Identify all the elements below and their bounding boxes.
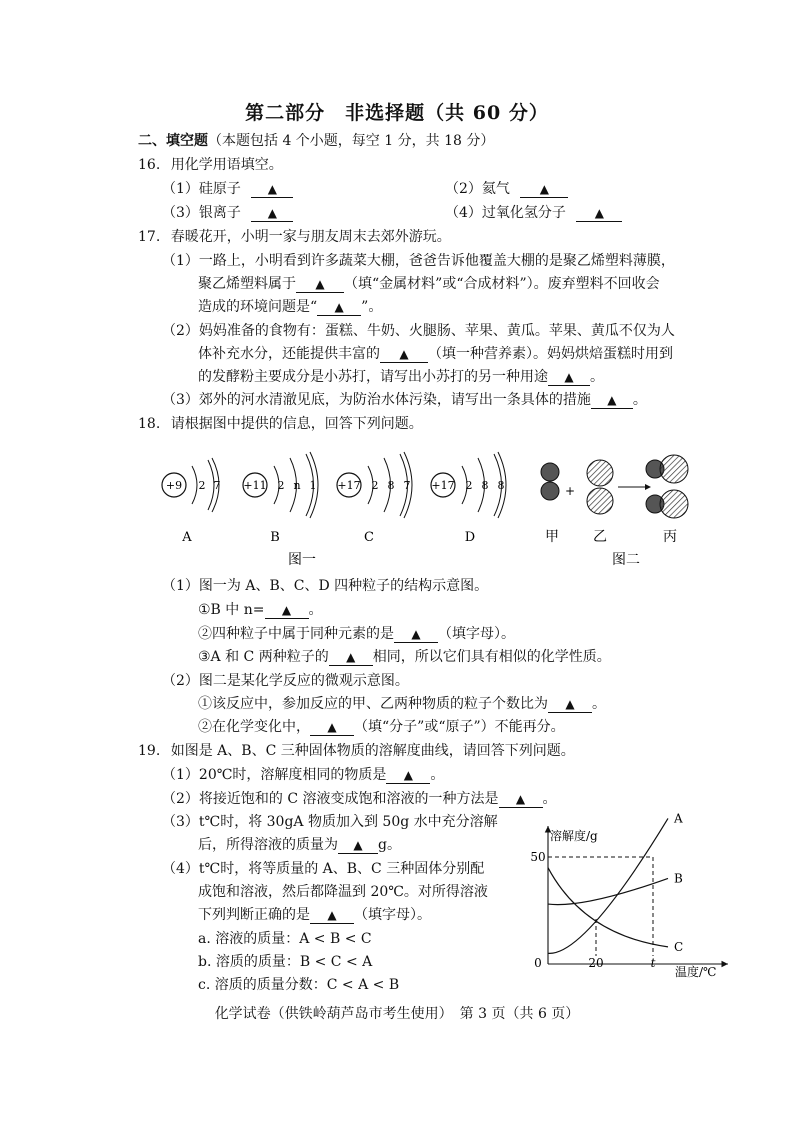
triangle-icon: ▲: [564, 370, 574, 384]
arrow-head-icon: [645, 484, 651, 490]
answer-blank[interactable]: [394, 627, 438, 643]
answer-blank[interactable]: [338, 838, 378, 854]
q16-item-3: [162, 202, 293, 222]
q18-p2: （2）图二是某化学反应的微观示意图。: [162, 673, 409, 689]
question-number: 18.: [138, 416, 161, 432]
triangle-icon: ▲: [515, 792, 526, 806]
answer-blank[interactable]: [251, 206, 293, 222]
particle-label: C: [364, 530, 374, 545]
triangle-icon: ▲: [411, 627, 421, 641]
question-text: 如图是 A、B、C 三种固体物质的溶解度曲线，请回答下列问题。: [170, 743, 575, 759]
answer-blank[interactable]: [548, 697, 592, 713]
shell-electrons: 8: [497, 479, 505, 492]
question-number: 16.: [138, 157, 161, 173]
particle-label: A: [182, 530, 192, 545]
text: ②在化学变化中，: [198, 719, 310, 735]
figure1-caption: 图一: [288, 552, 316, 568]
question-number: 19.: [138, 743, 161, 759]
triangle-icon: ▲: [594, 206, 604, 220]
shell-electrons: 7: [213, 479, 221, 492]
answer-blank[interactable]: [329, 650, 373, 666]
text: 。: [590, 369, 604, 385]
text: 后，所得溶液的质量为: [198, 837, 338, 853]
text: 。: [308, 602, 323, 618]
answer-blank[interactable]: [520, 182, 568, 198]
triangle-icon: ▲: [334, 300, 344, 314]
solubility-chart: [520, 811, 745, 982]
x-tick-label: 20: [588, 956, 604, 970]
q19-p4-line1: （4）t℃时，将等质量的 A、B、C 三种固体分别配: [162, 861, 485, 877]
origin-label: 0: [534, 956, 542, 970]
shell-electrons: 2: [277, 479, 285, 492]
molecule-yi-atom: [587, 488, 613, 514]
q18-stem: [138, 413, 423, 433]
text: （1）20℃时，溶解度相同的物质是: [162, 767, 387, 783]
text: 。: [632, 392, 647, 408]
text: （填“金属材料”或“合成材料”）。废弃塑料不回收会: [344, 276, 660, 292]
molecule-yi-atom: [587, 460, 613, 486]
q17-p1-line3: [198, 296, 382, 316]
q16-item-2: [445, 178, 568, 198]
text: 聚乙烯塑料属于: [198, 276, 296, 292]
y-tick-label: 50: [530, 850, 546, 864]
q17-p2-line3: [198, 366, 604, 386]
shell-electrons: 7: [403, 479, 411, 492]
particle-label: B: [270, 530, 280, 545]
text: 。: [430, 767, 445, 783]
text: （填字母）。: [354, 907, 431, 923]
text: （填一种营养素）。妈妈烘焙蛋糕时用到: [428, 346, 673, 362]
triangle-icon: ▲: [315, 277, 325, 291]
q16-item-1: [162, 178, 293, 198]
series-label-a: A: [674, 811, 683, 826]
plus-sign: +: [564, 484, 576, 498]
text: （填“分子”或“原子”）不能再分。: [354, 719, 565, 735]
q19-p3-line1: （3）t℃时，将 30gA 物质加入到 50g 水中充分溶解: [162, 814, 498, 830]
product-atom: [660, 455, 688, 483]
shell-electrons: 1: [309, 479, 317, 492]
answer-blank[interactable]: [251, 182, 293, 198]
q17-p2-line1: （2）妈妈准备的食物有：蛋糕、牛奶、火腿肠、苹果、黄瓜。苹果、黄瓜不仅为人: [162, 323, 675, 339]
q19-p4-line2: 成饱和溶液，然后都降温到 20℃。对所得溶液: [198, 884, 488, 900]
text: g。: [378, 837, 401, 853]
q19-p1: [162, 764, 444, 784]
text: ③A 和 C 两种粒子的: [198, 649, 329, 665]
q16-item-4: [445, 202, 622, 222]
x-axis-label: 温度/℃: [675, 965, 717, 979]
x-tick-label: t: [650, 956, 656, 970]
q17-p3: [162, 389, 647, 409]
product-label: 丙: [663, 529, 677, 545]
triangle-icon: ▲: [267, 182, 277, 196]
particle-label: D: [464, 530, 476, 545]
shell-arc: [192, 466, 197, 504]
shell-electrons: n: [293, 479, 301, 492]
text: ①B 中 n=: [198, 602, 265, 618]
q18-p1b: [198, 623, 515, 643]
q19-option-b: b. 溶质的质量：B < C < A: [198, 954, 373, 970]
answer-blank[interactable]: [380, 347, 428, 363]
triangle-icon: ▲: [327, 908, 337, 922]
text: （2）将接近饱和的 C 溶液变成饱和溶液的一种方法是: [162, 791, 499, 807]
q17-p2-line2: [198, 343, 673, 363]
q17-p1-line1: （1）一路上，小明看到许多蔬菜大棚，爸爸告诉他覆盖大棚的是聚乙烯塑料薄膜，: [162, 253, 675, 269]
text: 造成的环境问题是“: [198, 299, 318, 315]
q17-p1-line2: [198, 273, 660, 293]
question-text: 用化学用语填空。: [170, 157, 283, 173]
q19-option-a: a. 溶液的质量：A < B < C: [198, 931, 372, 947]
reactant-label: 甲: [545, 529, 559, 545]
shell-electrons: 2: [371, 479, 379, 492]
shell-electrons: 8: [387, 479, 395, 492]
text: 下列判断正确的是: [198, 907, 310, 923]
molecule-jia-atom: [541, 463, 559, 481]
shell-electrons: 8: [481, 479, 489, 492]
q19-stem: [138, 740, 575, 760]
series-label-c: C: [674, 939, 684, 954]
q19-p2: [162, 788, 557, 808]
q18-p1a: [198, 599, 323, 619]
nucleus-charge: +17: [431, 479, 455, 492]
item-label: （1）硅原子: [162, 181, 241, 197]
text: ②四种粒子中属于同种元素的是: [198, 626, 394, 642]
page-footer: 化学试卷（供铁岭葫芦岛市考生使用） 第 3 页（共 6 页）: [214, 1006, 580, 1022]
atom-diagram-a: [162, 458, 221, 545]
answer-blank[interactable]: [317, 300, 361, 316]
triangle-icon: ▲: [353, 838, 363, 852]
nucleus-charge: +9: [165, 479, 183, 492]
text: ”。: [361, 299, 383, 315]
text: 。: [542, 791, 557, 807]
curve-b: [548, 878, 668, 904]
nucleus-charge: +11: [243, 479, 267, 492]
shell-electrons: 2: [198, 479, 206, 492]
question-text: 请根据图中提供的信息，回答下列问题。: [170, 416, 423, 432]
q18-figures: [140, 440, 720, 580]
question-text: 春暖花开，小明一家与朋友周末去郊外游玩。: [170, 229, 451, 245]
molecule-jia-atom: [541, 482, 559, 500]
answer-blank[interactable]: [296, 277, 344, 293]
atom-diagram-b: [243, 452, 318, 545]
shell-electrons: 2: [465, 479, 473, 492]
q16-stem: [138, 154, 283, 174]
q18-p2a: [198, 693, 606, 713]
triangle-icon: ▲: [565, 697, 575, 711]
text: （填字母）。: [438, 626, 515, 642]
page-title: 第二部分 非选择题（共 60 分）: [245, 102, 549, 124]
section-label: 二、填空题: [138, 133, 208, 149]
triangle-icon: ▲: [607, 393, 617, 407]
q18-p2b: [198, 716, 565, 736]
q19-option-c: c. 溶质的质量分数：C < A < B: [198, 977, 400, 993]
answer-blank[interactable]: [265, 603, 309, 619]
answer-blank[interactable]: [310, 908, 354, 924]
text: 相同，所以它们具有相似的化学性质。: [372, 649, 611, 665]
answer-blank[interactable]: [499, 792, 543, 808]
item-label: （3）银离子: [162, 205, 241, 221]
answer-blank[interactable]: [576, 206, 622, 222]
triangle-icon: ▲: [281, 603, 292, 617]
series-label-b: B: [674, 871, 683, 886]
text: （3）郊外的河水清澈见底，为防治水体污染，请写出一条具体的措施: [162, 392, 591, 408]
q17-stem: [138, 226, 451, 246]
figure2-caption: 图二: [612, 552, 640, 568]
product-atom: [660, 490, 688, 518]
triangle-icon: ▲: [399, 347, 409, 361]
q19-p4-line3: [198, 904, 431, 924]
triangle-icon: ▲: [346, 650, 356, 664]
answer-blank[interactable]: [591, 393, 633, 409]
triangle-icon: ▲: [267, 206, 277, 220]
atom-diagram-d: [431, 452, 506, 545]
text: 。: [592, 696, 606, 712]
atom-diagram-c: [337, 452, 412, 545]
y-axis-label: 溶解度/g: [550, 829, 598, 843]
q19-p3-line2: [198, 834, 401, 854]
item-label: （2）氦气: [445, 181, 510, 197]
reaction-diagram: [541, 455, 688, 568]
triangle-icon: ▲: [539, 182, 549, 196]
reactant-label: 乙: [593, 529, 607, 545]
q18-p1c: [198, 646, 611, 666]
answer-blank[interactable]: [310, 720, 354, 736]
q18-p1: （1）图一为 A、B、C、D 四种粒子的结构示意图。: [162, 578, 489, 594]
triangle-icon: ▲: [403, 768, 413, 782]
text: ①该反应中，参加反应的甲、乙两种物质的粒子个数比为: [198, 696, 548, 712]
section-note: （本题包括 4 个小题，每空 1 分，共 18 分）: [208, 133, 495, 149]
answer-blank[interactable]: [548, 370, 590, 386]
answer-blank[interactable]: [386, 768, 430, 784]
nucleus-charge: +17: [337, 479, 361, 492]
text: 的发酵粉主要成分是小苏打，请写出小苏打的另一种用途: [198, 369, 548, 385]
triangle-icon: ▲: [327, 720, 337, 734]
section-heading: [138, 130, 494, 150]
item-label: （4）过氧化氢分子: [445, 205, 566, 221]
question-number: 17.: [138, 229, 161, 245]
text: 体补充水分，还能提供丰富的: [198, 346, 380, 362]
